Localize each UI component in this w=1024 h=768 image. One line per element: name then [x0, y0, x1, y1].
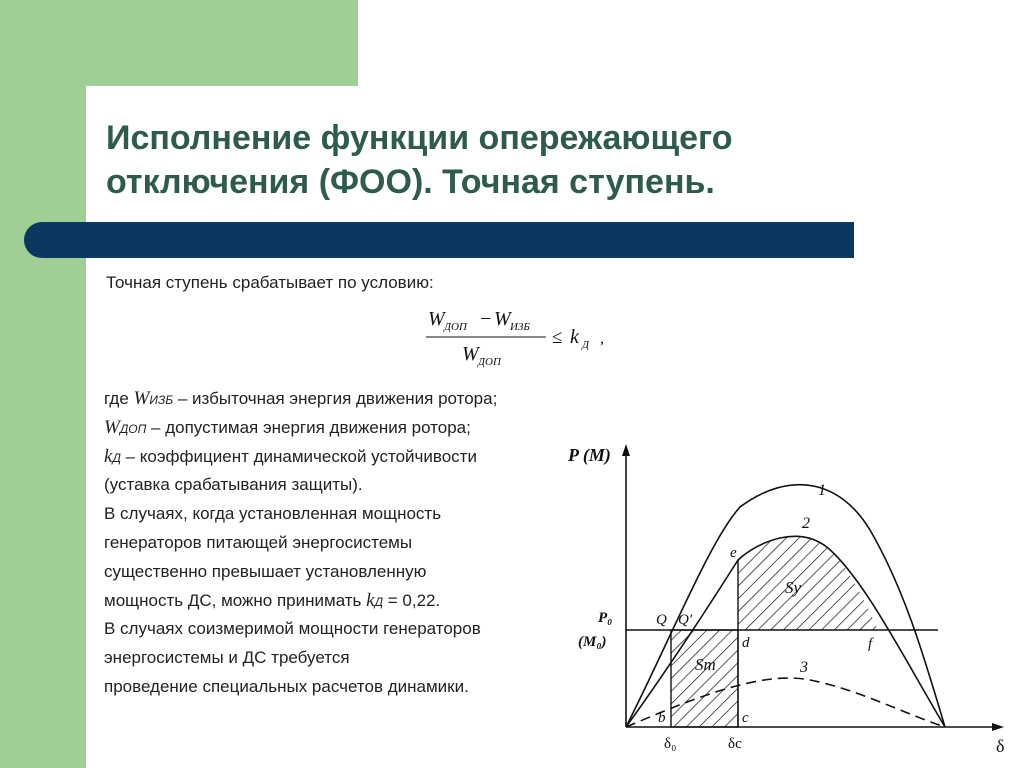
formula-w-dop-denominator: W: [462, 343, 479, 365]
text-line: В случаях соизмеримой мощности генераторов: [104, 619, 481, 639]
m0-label: (M₀): [578, 634, 607, 650]
formula-k: k: [570, 326, 579, 348]
point-c-label: c: [742, 710, 749, 726]
area-sy-label: Sу: [785, 578, 802, 597]
kd-line-text: мощность ДС, можно принимать: [104, 590, 367, 610]
text-line: (уставка срабатывания защиты).: [104, 475, 363, 495]
formula-comma: ,: [600, 330, 604, 347]
kd-value-line: [104, 587, 564, 616]
kd-value: = 0,22.: [383, 590, 441, 610]
y-axis-arrow: [622, 444, 630, 456]
symbol-w: W: [104, 416, 120, 438]
intro-text: Точная ступень срабатывает по условию:: [106, 273, 434, 292]
symbol-sub-d: Д: [374, 594, 384, 609]
green-side-band: [0, 0, 86, 768]
symbol-k: k: [104, 445, 113, 467]
formula-w-dop: W: [428, 308, 445, 330]
text-line: энергосистемы и ДС требуется: [104, 648, 350, 668]
text-line: существенно превышает установленную: [104, 561, 427, 581]
symbol-sub-izb: ИЗБ: [149, 393, 174, 407]
symbol-k: k: [366, 589, 375, 611]
delta-c-label: δc: [728, 736, 742, 752]
point-f-label: f: [868, 636, 873, 652]
formula-leq: ≤: [552, 327, 563, 348]
y-axis-label: P (M): [568, 445, 611, 465]
curve-1-label: 1: [818, 482, 826, 499]
condition-formula: [424, 300, 624, 380]
point-b-label: b: [658, 710, 666, 726]
point-q-prime-label: Q′: [678, 612, 693, 628]
p0-label: P₀: [598, 610, 613, 626]
curve-3-label: 3: [800, 659, 808, 676]
green-top-band: [0, 0, 358, 86]
area-sy-hatch: [738, 536, 878, 630]
point-q-label: Q: [656, 612, 667, 628]
formula-minus: −: [480, 308, 492, 330]
formula-sub-d: Д: [582, 339, 589, 351]
curve-2-label: 2: [802, 515, 810, 532]
title-line-1: Исполнение функции опережающего: [106, 119, 733, 157]
formula-w-izb: W: [494, 308, 511, 330]
explanation-text: [104, 385, 564, 702]
delta-0-label: δ₀: [664, 736, 677, 752]
definition-text: – коэффициент динамической устойчивости: [120, 446, 477, 466]
symbol-sub-d: Д: [112, 450, 121, 465]
definition-text: – допустимая энергия движения ротора;: [146, 417, 471, 437]
text-line: генераторов питающей энергосистемы: [104, 532, 413, 552]
formula-sub-dop: ДОП: [444, 321, 467, 333]
x-axis-label: δ: [996, 736, 1005, 756]
definition-text: – избыточная энергия движения ротора;: [173, 389, 498, 408]
definition-w-dop: [104, 414, 564, 443]
slide-title: [106, 116, 826, 204]
text-line: проведение специальных расчетов динамики.: [104, 676, 469, 696]
x-axis-arrow: [992, 723, 1004, 731]
power-angle-diagram: [556, 440, 1016, 768]
formula-sub-dop-denominator: ДОП: [478, 356, 501, 368]
point-d-label: d: [742, 635, 750, 651]
symbol-sub-dop: ДОП: [119, 421, 147, 436]
title-divider-bar: [24, 222, 854, 258]
point-e-label: e: [730, 545, 737, 561]
area-st-label: Sт: [695, 655, 716, 674]
definition-prefix: где: [104, 389, 134, 408]
area-st-hatch: [671, 630, 738, 727]
definition-w-izb: [104, 385, 564, 414]
definition-kd: [104, 443, 564, 472]
title-line-2: отключения (ФОО). Точная ступень.: [106, 163, 715, 201]
formula-sub-izb: ИЗБ: [510, 321, 530, 333]
symbol-w: W: [133, 388, 150, 409]
text-line: В случаях, когда установленная мощность: [104, 504, 442, 524]
